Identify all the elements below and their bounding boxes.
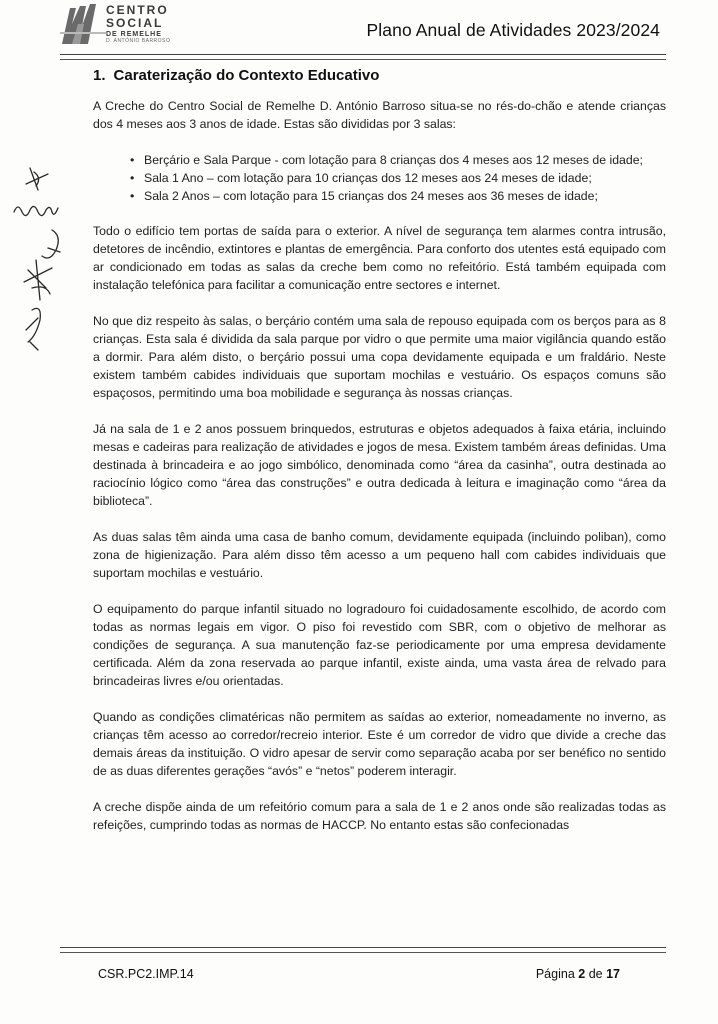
header-divider <box>60 54 666 60</box>
institution-logo <box>60 2 190 46</box>
section-number: 1. <box>93 67 106 84</box>
page-header <box>0 0 718 62</box>
section-heading <box>93 66 666 86</box>
logo-line-4: D. ANTÓNIO BARROSO <box>106 38 171 44</box>
rooms-list <box>93 151 666 205</box>
paragraph-playground: O equipamento do parque infantil situado no logradouro foi cuidadosamente escolhido, de acordo com todas as normas legais em vigor. O piso foi revestido com SBR, com o objetivo de melhorar as condições de segurança. A sua manutenção faz-se periodicamente por uma empresa devidamente certificada. Além da zona reservada ao parque infantil, existe ainda, uma vasta área de relvado para brincadeiras livres e/ou orientadas. <box>93 602 666 688</box>
page-current: 2 <box>578 967 586 981</box>
page-number <box>536 967 620 981</box>
intro-paragraph: A Creche do Centro Social de Remelhe D. António Barroso situa-se no rés-do-chão e atende crianças dos 4 meses aos 3 anos de idade. Estas são divididas por 3 salas: <box>93 99 666 131</box>
document-title: Plano Anual de Atividades 2023/2024 <box>366 20 660 40</box>
page-label: Página <box>535 967 575 981</box>
list-item-text: Berçário e Sala Parque - com lotação para 8 crianças dos 4 meses aos 12 meses de idade; <box>144 153 643 167</box>
list-item: • Sala 2 Anos – com lotação para 15 crianças dos 24 meses aos 36 meses de idade; <box>130 189 598 203</box>
section-title: Caraterização do Contexto Educativo <box>113 67 380 84</box>
paragraph-cafeteria: A creche dispõe ainda de um refeitório comum para a sala de 1 e 2 anos onde são realizadas todas as refeições, cumprindo todas as normas de HACCP. No entanto estas são confecionadas <box>93 800 666 832</box>
page-of: de <box>588 967 603 981</box>
document-code: CSR.PC2.IMP.14 <box>98 967 194 981</box>
list-item-text: Sala 1 Ano – com lotação para 10 crianças dos 12 meses aos 24 meses de idade; <box>144 171 592 185</box>
page-total: 17 <box>606 967 620 981</box>
list-item-text: Sala 2 Anos – com lotação para 15 crianças dos 24 meses aos 36 meses de idade; <box>144 189 598 203</box>
paragraph-building: Todo o edifício tem portas de saída para o exterior. A nível de segurança tem alarmes contra intrusão, detetores de incêndio, extintores e plantas de emergência. Para conforto dos utentes está equipado com ar condicionado em todas as salas da creche bem como no refeitório. Está também equipada com instalação telefónica para facilitar a comunicação entre sectores e internet. <box>93 224 666 292</box>
logo-mark-icon <box>60 2 108 46</box>
logo-line-3: DE REMELHE <box>106 31 162 38</box>
list-item: • Berçário e Sala Parque - com lotação para 8 crianças dos 4 meses aos 12 meses de idade; <box>130 153 643 167</box>
list-item: • Sala 1 Ano – com lotação para 10 crianças dos 12 meses aos 24 meses de idade; <box>130 171 592 185</box>
paragraph-bathroom: As duas salas têm ainda uma casa de banho comum, devidamente equipada (incluindo poliban), como zona de higienização. Para além disso têm acesso a um pequeno hall com cabides individuais que suportam mochilas e vestuário. <box>93 530 666 580</box>
main-content <box>93 66 666 852</box>
paragraph-rooms: Já na sala de 1 e 2 anos possuem brinquedos, estruturas e objetos adequados à faixa etária, incluindo mesas e cadeiras para realização de atividades e jogos de mesa. Existem também áreas definidas. Uma destinada à brincadeira e ao jogo simbólico, denominada como “área da casinha”, outra destinada ao raciocínio lógico como “área das construções” e outra dedicada à leitura e imaginação como “área da biblioteca”. <box>93 422 666 508</box>
logo-line-1: CENTRO <box>106 3 169 17</box>
logo-text <box>106 4 196 44</box>
paragraph-corridor: Quando as condições climatéricas não permitem as saídas ao exterior, nomeadamente no inverno, as crianças têm acesso ao corredor/recreio interior. Este é um corredor de vidro que divide a creche das demais áreas da instituição. O vidro apesar de servir como separação acaba por ser benéfico no sentido de as duas diferentes gerações “avós” e “netos” poderem interagir. <box>93 710 666 778</box>
paragraph-nursery: No que diz respeito às salas, o berçário contém uma sala de repouso equipada com os berços para as 8 crianças. Esta sala é dividida da sala parque por vidro o que permite uma maior vigilância quando estão a dormir. Para além disto, o berçário possui uma copa devidamente equipada e um fraldário. Neste existem também cabides individuais que suportam mochilas e vestuário. Os espaços comuns são espaçosos, permitindo uma boa mobilidade e segurança às nossas crianças. <box>93 314 666 400</box>
footer-divider <box>60 947 666 953</box>
logo-line-2: SOCIAL <box>106 16 164 30</box>
handwritten-initials-icon <box>8 160 78 360</box>
